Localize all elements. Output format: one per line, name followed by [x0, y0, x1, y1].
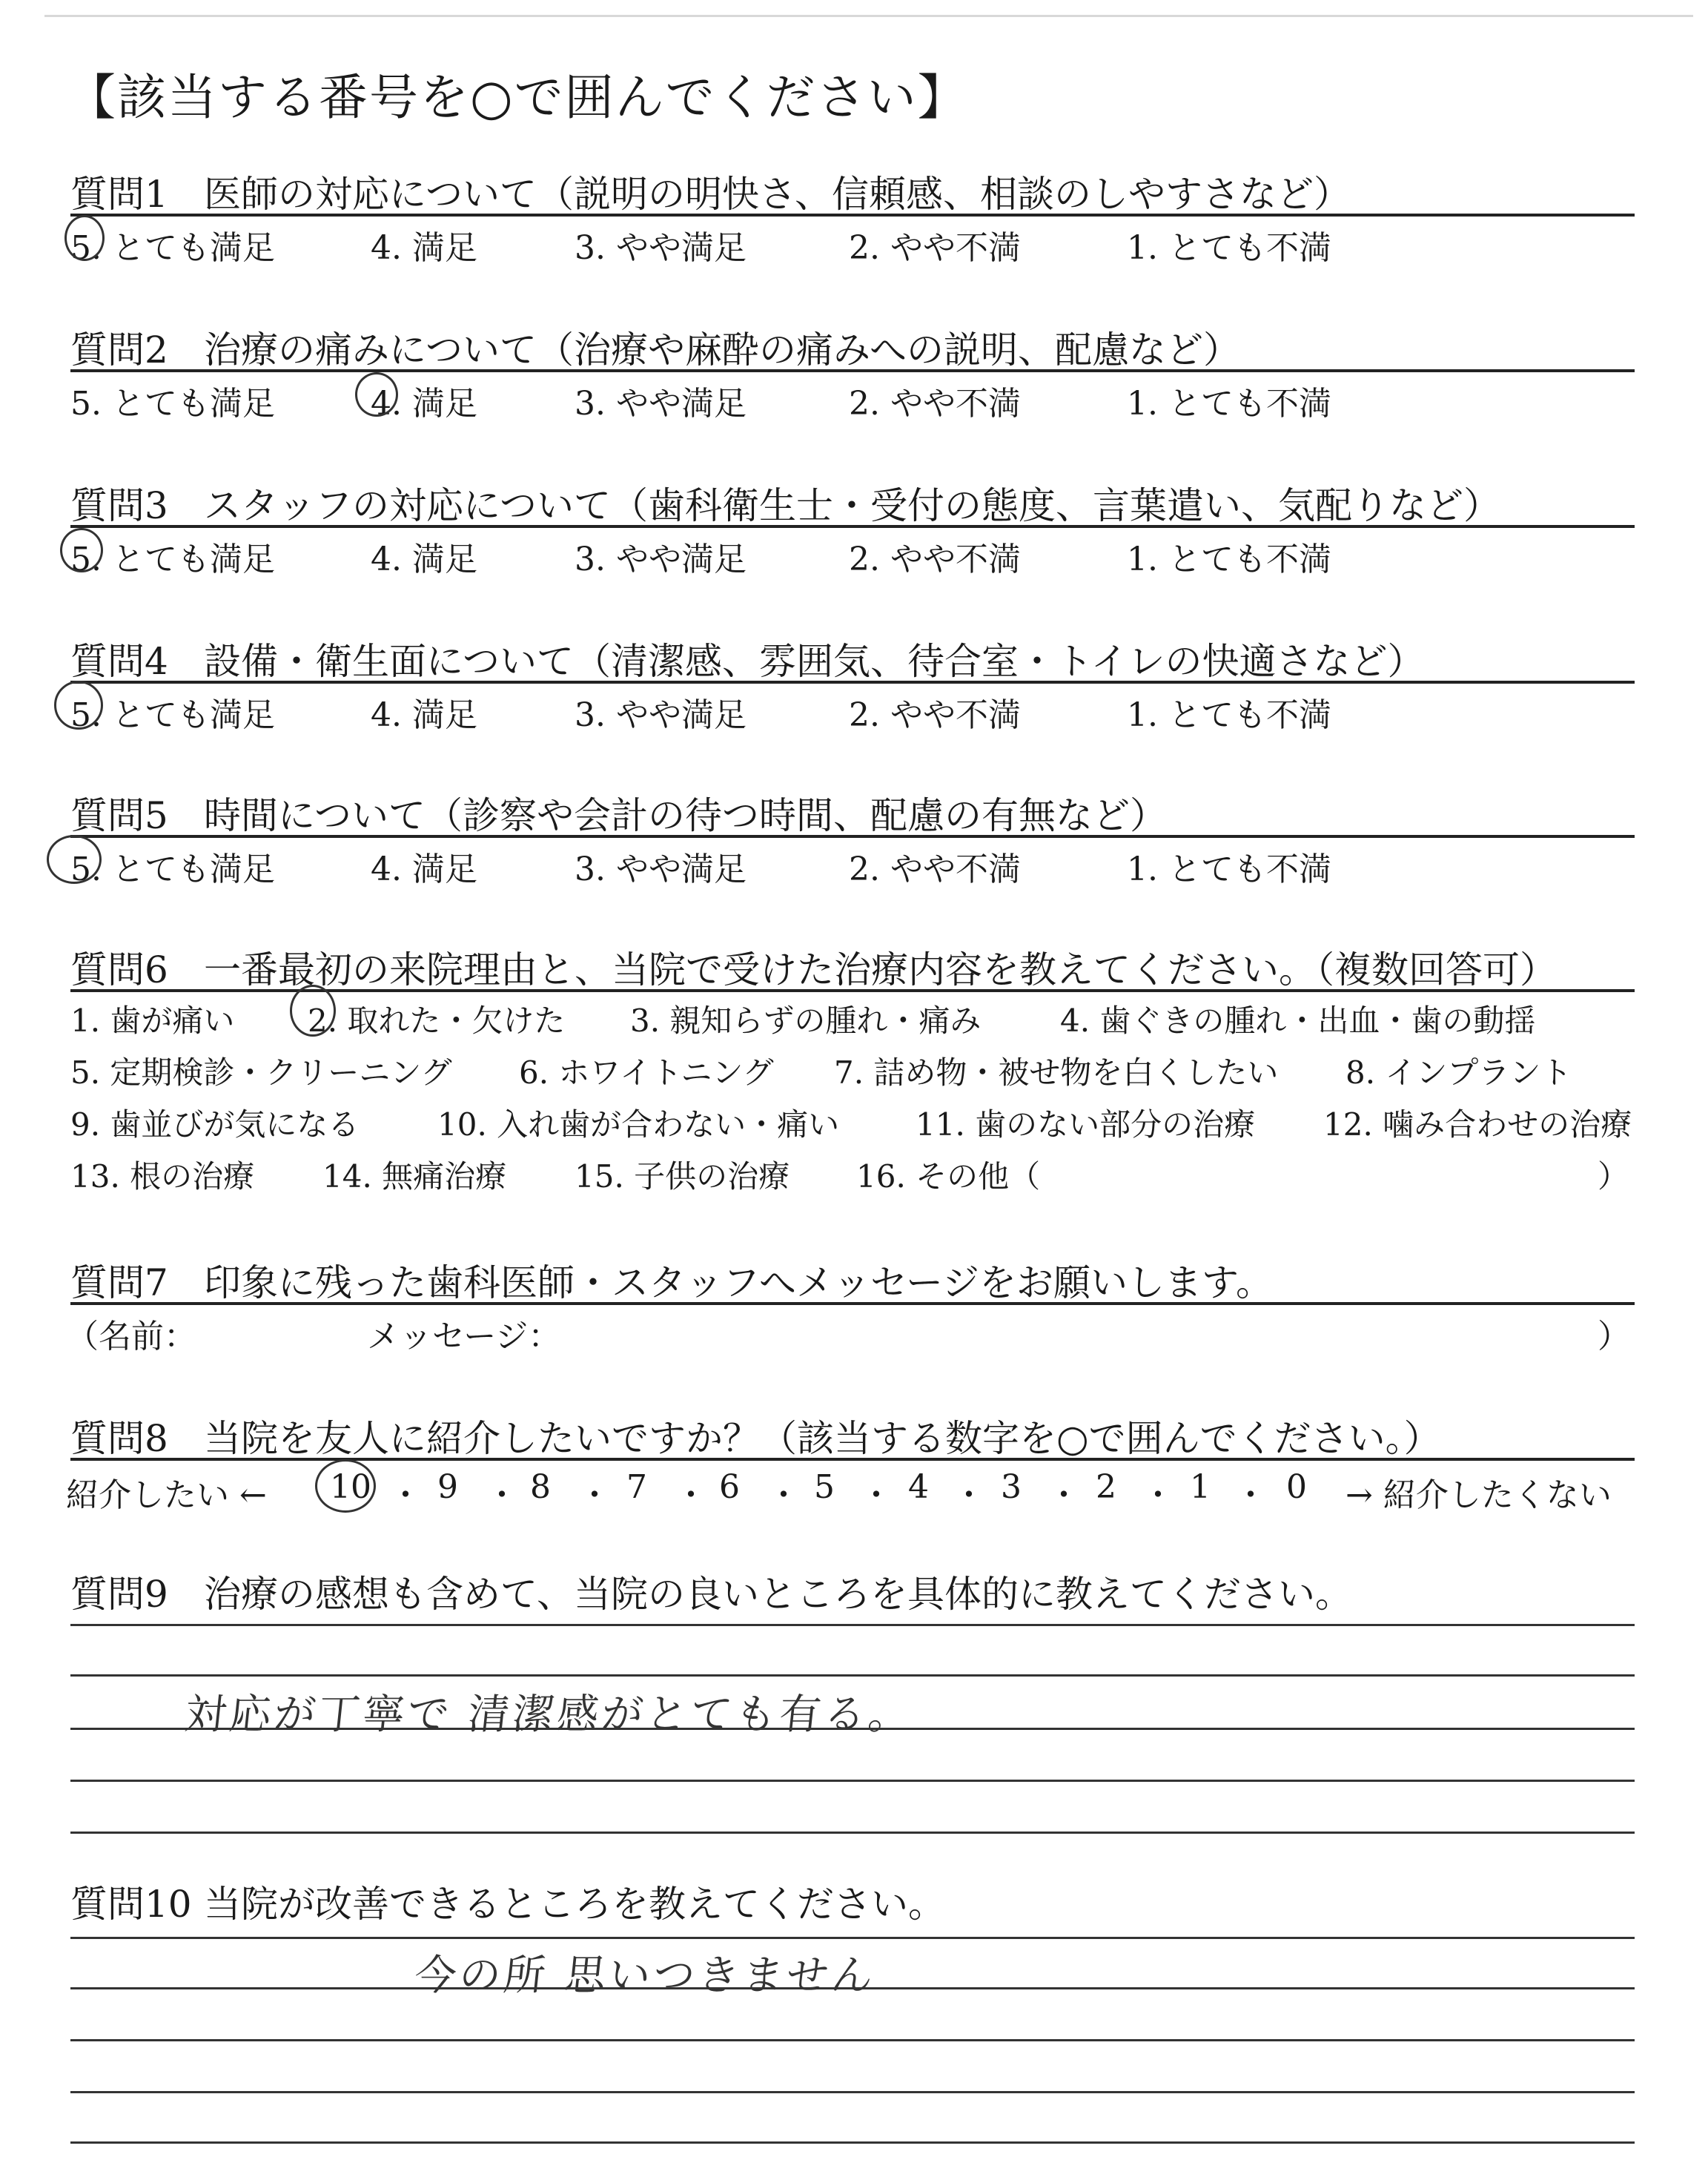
- question-title: [70, 632, 1425, 685]
- reason-option-11[interactable]: 11. 歯のない部分の治療: [916, 1106, 1256, 1143]
- top-border: [44, 15, 1693, 17]
- scale-value-3[interactable]: 3: [1001, 1468, 1022, 1506]
- question-text: 治療の感想も含めて、当院の良いところを具体的に教えてください。: [204, 1573, 1352, 1616]
- scale-dot: ・: [1234, 1476, 1267, 1514]
- question-rule: [70, 369, 1635, 372]
- scale-dot: ・: [860, 1476, 893, 1514]
- question-rule: [70, 1302, 1635, 1305]
- option-5[interactable]: 5. とても満足: [70, 229, 275, 267]
- reason-option-15[interactable]: 15. 子供の治療: [575, 1158, 790, 1195]
- option-2[interactable]: 2. やや不満: [849, 696, 1021, 734]
- scale-value-7[interactable]: 7: [626, 1468, 647, 1506]
- scale-dot: ・: [953, 1476, 985, 1514]
- option-1[interactable]: 1. とても不満: [1127, 541, 1331, 578]
- question-text: 治療の痛みについて（治療や麻酔の痛みへの説明、配慮など）: [204, 328, 1240, 371]
- scale-dot: ・: [1047, 1476, 1080, 1514]
- option-4[interactable]: 4. 満足: [371, 229, 477, 267]
- scale-value-5[interactable]: 5: [814, 1468, 835, 1506]
- question-rule: [70, 1458, 1635, 1461]
- question-title: [70, 940, 1557, 994]
- question-1: [70, 165, 1635, 276]
- question-9: [70, 1565, 1635, 1616]
- option-4[interactable]: 4. 満足: [371, 851, 477, 888]
- question-number: 質問6: [70, 948, 168, 991]
- reason-option-9[interactable]: 9. 歯並びが気になる: [70, 1106, 360, 1143]
- question-title: [70, 476, 1500, 529]
- option-1[interactable]: 1. とても不満: [1127, 851, 1331, 888]
- reason-option-13[interactable]: 13. 根の治療: [70, 1158, 255, 1195]
- option-3[interactable]: 3. やや満足: [575, 696, 747, 734]
- question-number: 質問1: [70, 173, 168, 216]
- option-5[interactable]: 5. とても満足: [70, 696, 275, 734]
- reason-option-3[interactable]: 3. 親知らずの腫れ・痛み: [630, 1003, 982, 1039]
- question-title: [70, 165, 1351, 218]
- scale-value-10[interactable]: 10: [330, 1468, 371, 1506]
- answer-line: [70, 2039, 1635, 2041]
- question-number: 質問3: [70, 484, 168, 527]
- question-7: [66, 1253, 1635, 1364]
- scale-value-9[interactable]: 9: [437, 1468, 458, 1506]
- question-text: 印象に残った歯科医師・スタッフへメッセージをお願いします。: [204, 1261, 1273, 1304]
- question-4: [70, 632, 1635, 743]
- option-2[interactable]: 2. やや不満: [849, 851, 1021, 888]
- question-2: [70, 320, 1635, 432]
- reason-option-5[interactable]: 5. 定期検診・クリーニング: [70, 1054, 452, 1091]
- question-title: [70, 1409, 1441, 1462]
- question-title: [70, 320, 1240, 374]
- question-number: 質問7: [70, 1261, 168, 1304]
- question-number: 質問10: [70, 1883, 192, 1926]
- question-10: [70, 1875, 1635, 1926]
- option-4[interactable]: 4. 満足: [371, 541, 477, 578]
- option-3[interactable]: 3. やや満足: [575, 385, 747, 423]
- question-text: 医師の対応について（説明の明快さ、信頼感、相談のしやすさなど）: [204, 173, 1351, 216]
- reason-option-8[interactable]: 8. インプラント: [1345, 1054, 1572, 1091]
- option-1[interactable]: 1. とても不満: [1127, 385, 1331, 423]
- option-4[interactable]: 4. 満足: [371, 696, 477, 734]
- reason-option-10[interactable]: 10. 入れ歯が合わない・痛い: [437, 1106, 840, 1143]
- question-text: 設備・衛生面について（清潔感、雰囲気、待合室・トイレの快適さなど）: [204, 640, 1425, 683]
- option-3[interactable]: 3. やや満足: [575, 229, 747, 267]
- message-label: メッセージ：: [367, 1318, 561, 1355]
- scale-value-1[interactable]: 1: [1190, 1468, 1211, 1506]
- question-rule: [70, 525, 1635, 528]
- answer-line: [70, 2091, 1635, 2093]
- question-rule: [70, 214, 1635, 217]
- scale-dot: ・: [486, 1476, 518, 1514]
- scale-dot: ・: [578, 1476, 611, 1514]
- question-text: 時間について（診察や会計の待つ時間、配慮の有無など）: [204, 794, 1167, 837]
- question-title: [70, 1253, 1273, 1307]
- scale-dot: ・: [767, 1476, 800, 1514]
- answer-line: [70, 1937, 1635, 1939]
- reason-option-12[interactable]: 12. 噛み合わせの治療: [1323, 1106, 1632, 1143]
- reason-option-7[interactable]: 7. 詰め物・被せ物を白くしたい: [834, 1054, 1279, 1091]
- question-rule: [70, 835, 1635, 838]
- question-text: 一番最初の来院理由と、当院で受けた治療内容を教えてください。（複数回答可）: [204, 948, 1557, 991]
- question-number: 質問4: [70, 640, 168, 683]
- handwritten-answer-good-points: 対応が丁寧で 清潔感がとても有る。: [182, 1691, 916, 1739]
- scale-left-label: 紹介したい ←: [66, 1476, 267, 1514]
- scale-dot: ・: [1142, 1476, 1174, 1514]
- handwritten-answer-improvements: 今の所 思いつきません: [412, 1952, 878, 2000]
- option-4[interactable]: 4. 満足: [371, 385, 477, 423]
- question-title: [70, 786, 1167, 839]
- question-number: 質問8: [70, 1417, 168, 1460]
- question-6: [70, 940, 1635, 1215]
- option-2[interactable]: 2. やや不満: [849, 385, 1021, 423]
- name-label: （名前：: [66, 1318, 196, 1355]
- question-3: [70, 476, 1635, 587]
- message-close-paren: ）: [1598, 1318, 1630, 1355]
- option-5[interactable]: 5. とても満足: [70, 385, 275, 423]
- option-5[interactable]: 5. とても満足: [70, 541, 275, 578]
- question-number: 質問2: [70, 328, 168, 371]
- reason-option-4[interactable]: 4. 歯ぐきの腫れ・出血・歯の動揺: [1060, 1003, 1536, 1039]
- scale-dot: ・: [389, 1476, 422, 1514]
- scale-value-4[interactable]: 4: [908, 1468, 929, 1506]
- answer-line: [70, 1674, 1635, 1677]
- scale-value-2[interactable]: 2: [1096, 1468, 1116, 1506]
- reason-option-6[interactable]: 6. ホワイトニング: [519, 1054, 774, 1091]
- reason-option-2[interactable]: 2. 取れた・欠けた: [308, 1003, 566, 1039]
- question-rule: [70, 989, 1635, 992]
- other-close-paren: ）: [1598, 1158, 1629, 1195]
- option-3[interactable]: 3. やや満足: [575, 541, 747, 578]
- reason-option-14[interactable]: 14. 無痛治療: [322, 1158, 507, 1195]
- option-2[interactable]: 2. やや不満: [849, 541, 1021, 578]
- answer-line: [70, 1780, 1635, 1782]
- option-1[interactable]: 1. とても不満: [1127, 229, 1331, 267]
- question-text: スタッフの対応について（歯科衛生士・受付の態度、言葉遣い、気配りなど）: [204, 484, 1500, 527]
- scale-value-0[interactable]: 0: [1286, 1468, 1307, 1506]
- reason-option-16[interactable]: 16. その他（: [856, 1158, 1041, 1195]
- question-rule: [70, 681, 1635, 684]
- question-title: [70, 1875, 945, 1928]
- question-number: 質問9: [70, 1573, 168, 1616]
- scale-value-8[interactable]: 8: [530, 1468, 551, 1506]
- question-number: 質問5: [70, 794, 168, 837]
- option-3[interactable]: 3. やや満足: [575, 851, 747, 888]
- option-1[interactable]: 1. とても不満: [1127, 696, 1331, 734]
- question-title: [70, 1565, 1352, 1618]
- answer-line: [70, 1832, 1635, 1834]
- reason-option-1[interactable]: 1. 歯が痛い: [70, 1003, 235, 1039]
- question-5: [70, 786, 1635, 897]
- option-2[interactable]: 2. やや不満: [849, 229, 1021, 267]
- scale-value-6[interactable]: 6: [719, 1468, 740, 1506]
- option-5[interactable]: 5. とても満足: [70, 851, 275, 888]
- page-heading: 【該当する番号を○で囲んでください】: [67, 69, 968, 126]
- scale-right-label: → 紹介したくない: [1345, 1476, 1612, 1514]
- question-text: 当院が改善できるところを教えてください。: [204, 1883, 945, 1926]
- answer-line: [70, 1624, 1635, 1626]
- question-8: [66, 1409, 1635, 1520]
- scale-dot: ・: [675, 1476, 707, 1514]
- answer-line: [70, 2141, 1635, 2144]
- question-text: 当院を友人に紹介したいですか？（該当する数字を○で囲んでください。）: [204, 1417, 1441, 1460]
